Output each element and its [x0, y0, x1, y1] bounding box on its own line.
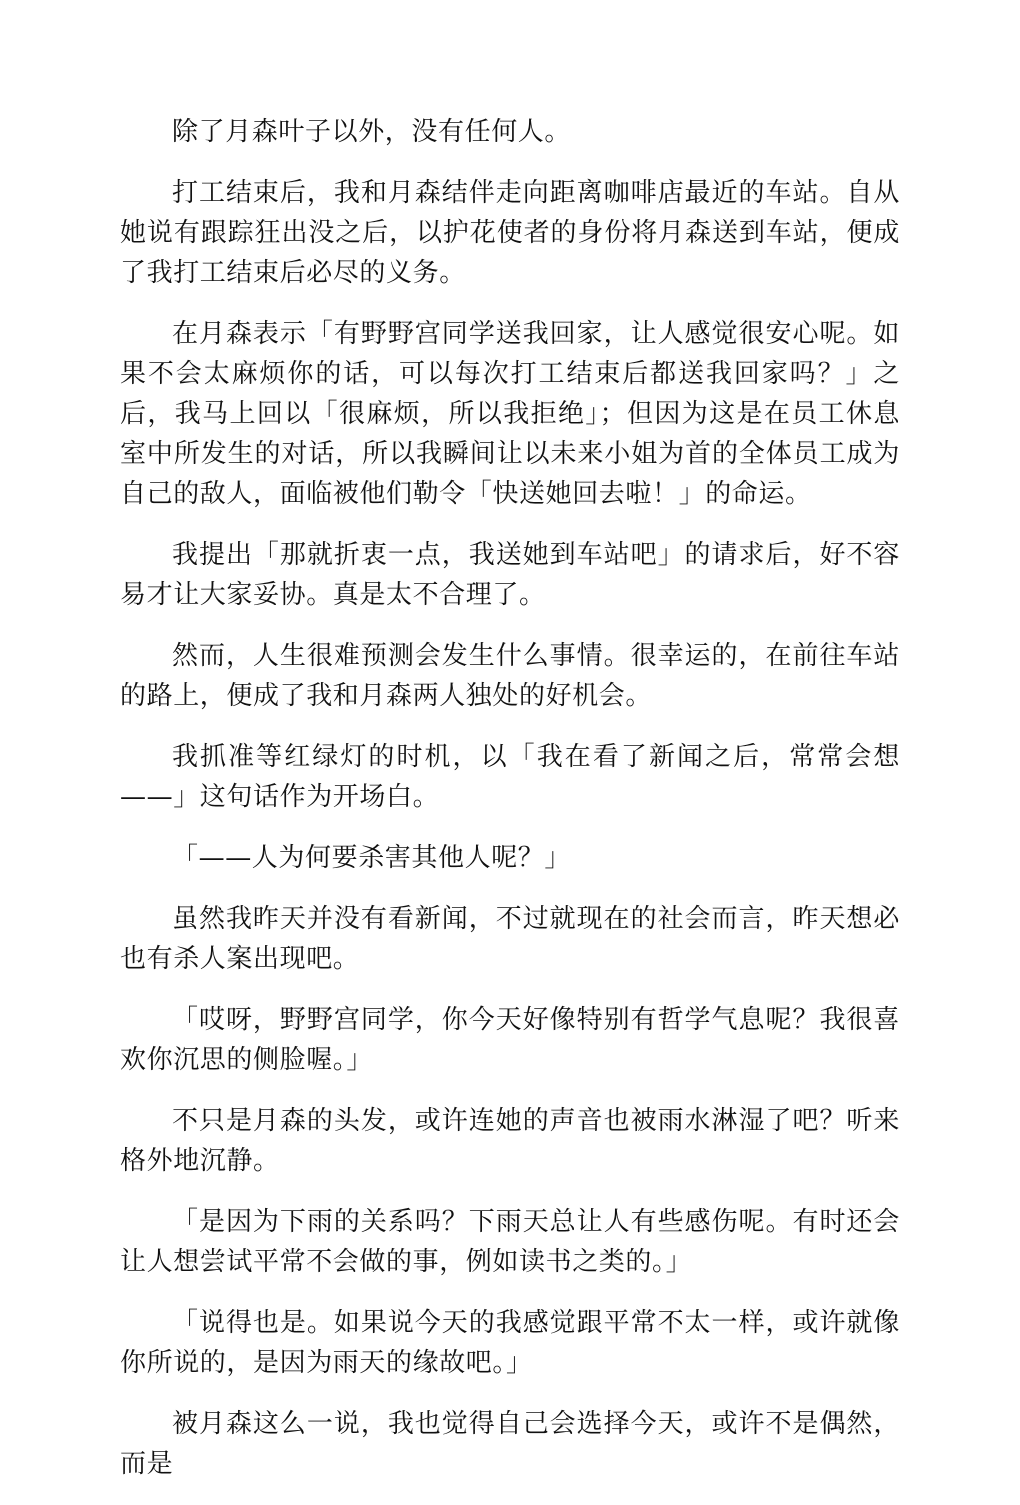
paragraph-5: 然而，人生很难预测会发生什么事情。很幸运的，在前往车站的路上，便成了我和月森两人独处的好机会。	[120, 641, 900, 711]
paragraph-7: 「——人为何要杀害其他人呢？」	[172, 843, 572, 873]
paragraph-6: 我抓准等红绿灯的时机，以「我在看了新闻之后，常常会想——」这句话作为开场白。	[120, 742, 900, 812]
paragraph-13: 被月森这么一说，我也觉得自己会选择今天，或许不是偶然，而是	[120, 1409, 900, 1479]
paragraph-2: 打工结束后，我和月森结伴走向距离咖啡店最近的车站。自从她说有跟踪狂出没之后，以护花使者的身份将月森送到车站，便成了我打工结束后必尽的义务。	[120, 178, 900, 288]
paragraph-1: 除了月森叶子以外，没有任何人。	[172, 117, 572, 147]
paragraph-12: 「说得也是。如果说今天的我感觉跟平常不太一样，或许就像你所说的，是因为雨天的缘故吧。」	[120, 1308, 900, 1378]
paragraph-9: 「哎呀，野野宫同学，你今天好像特别有哲学气息呢？我很喜欢你沉思的侧脸喔。」	[120, 1005, 900, 1075]
paragraph-4: 我提出「那就折衷一点，我送她到车站吧」的请求后，好不容易才让大家妥协。真是太不合理了。	[120, 540, 900, 610]
paragraph-8: 虽然我昨天并没有看新闻，不过就现在的社会而言，昨天想必也有杀人案出现吧。	[120, 904, 900, 974]
document-page	[120, 112, 900, 1505]
paragraph-3: 在月森表示「有野野宫同学送我回家，让人感觉很安心呢。如果不会太麻烦你的话，可以每次打工结束后都送我回家吗？」之后，我马上回以「很麻烦，所以我拒绝」；但因为这是在员工休息室中所发生的对话，所以我瞬间让以未来小姐为首的全体员工成为自己的敌人，面临被他们勒令「快送她回去啦！」的命运。	[120, 319, 900, 509]
paragraph-10: 不只是月森的头发，或许连她的声音也被雨水淋湿了吧？听来格外地沉静。	[120, 1106, 900, 1176]
paragraph-11: 「是因为下雨的关系吗？下雨天总让人有些感伤呢。有时还会让人想尝试平常不会做的事，例如读书之类的。」	[120, 1207, 900, 1277]
